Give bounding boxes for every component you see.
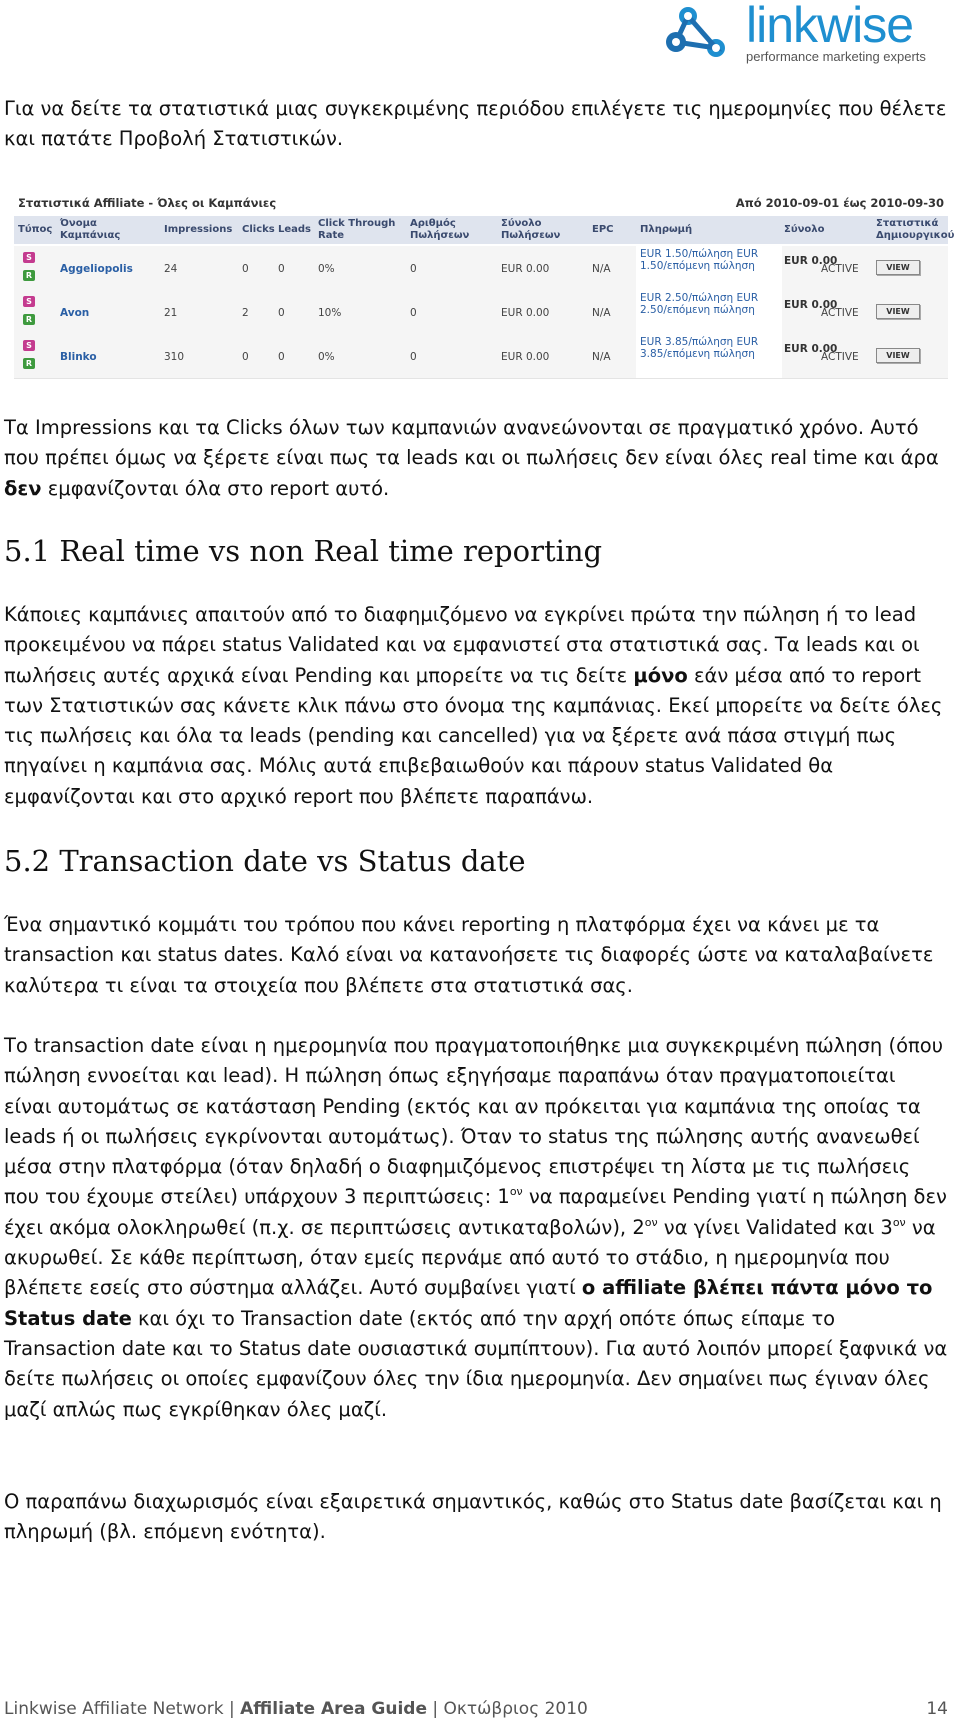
payment-cell: EUR 2.50/πώληση EUR 2.50/επόμενη πώληση [640,292,759,316]
leads-cell: 0 [278,307,285,319]
dates-intro-paragraph: Ένα σημαντικό κομμάτι του τρόπου που κάνει reporting η πλατφόρμα έχει να κάνει με τα transaction και status dates. Καλό είναι να κατανοήσετε τις διαφορές ώστε να καταλαβαίνετε καλύτερα τι είναι τα στοιχεία που βλέπετε στα στατιστικά σας. [4,913,934,997]
text-run: Το transaction date είναι η ημερομηνία που πραγματοποιήθηκε μια συγκεκριμένη πώληση (όπου πώληση εννοείται και lead). Η πώληση όπως εξηγήσαμε παραπάνω όταν πραγματοποιείται είναι αυτομάτως σε κατάσταση Pending (εκτός και αν πρόκειται για καμπάνια της οποίας τα leads ή οι πωλήσεις εγκρίνονται αυτομάτως). Όταν το status της πώλησης αυτής ανανεωθεί μέσα στην πλατφόρμα (όταν δηλαδή ο διαφημιζόμενος επιστρέψει τη λίστα με τις πωλήσεις που του έχουμε στείλει) υπάρχουν 3 περιπτώσεις: 1 [4,1034,943,1209]
emphasis-text: δεν [4,476,42,500]
text-run: να ακυρωθεί. Σε κάθε περίπτωση, όταν εμείς περνάμε από αυτό το στάδιο, η ημερομηνία που βλέπετε εσείς στο σύστημα αλλάζει. Αυτό συμβαίνει γιατί [4,1215,936,1300]
lead-badge-icon: R [23,314,35,325]
header-ctr: Click Through Rate [318,218,396,241]
payment-cell: EUR 3.85/πώληση EUR 3.85/επόμενη πώληση [640,336,759,360]
sale-badge-icon: S [23,340,35,351]
footer-guide-title: Affiliate Area Guide [240,1699,427,1719]
table-row [14,246,948,291]
view-button[interactable]: VIEW [876,348,920,363]
linkwise-logo [664,2,936,68]
campaign-link[interactable]: Aggeliopolis [60,263,133,275]
epc-cell: N/A [592,307,611,319]
clicks-cell: 2 [242,307,249,319]
campaign-link[interactable]: Blinko [60,351,97,363]
sale-badge-icon: S [23,252,35,263]
ctr-cell: 0% [318,351,335,363]
intro-paragraph: Για να δείτε τα στατιστικά μιας συγκεκριμένης περιόδου επιλέγετε τις ημερομηνίες που θέλετε και πατάτε Προβολή Στατιστικών. [4,97,947,151]
text-run: Τα Impressions και τα Clicks όλων των καμπανιών ανανεώνονται σε πραγματικό χρόνο. Αυτό που πρέπει όμως να ξέρετε είναι πως τα leads και οι πωλήσεις δεν είναι όλες real time και άρα [4,416,939,470]
approval-paragraph [4,600,949,812]
epc-cell: N/A [592,351,611,363]
text-run: να παραμείνει Pending γιατί η πώληση δεν έχει ακόμα ολοκληρωθεί (π.χ. σε περιπτώσεις αντικαταβολών), 2 [4,1185,947,1239]
impressions-cell: 24 [164,263,178,275]
campaign-link[interactable]: Avon [60,307,90,319]
header-total: Σύνολο [784,224,825,235]
lead-badge-icon: R [23,270,35,281]
superscript: ον [644,1215,658,1229]
ctr-cell: 0% [318,263,335,275]
stats-date-range: Από 2010-09-01 έως 2010-09-30 [735,196,944,210]
sales-total-cell: EUR 0.00 [501,351,550,363]
stats-header-row [14,216,955,244]
header-impressions: Impressions [164,224,233,235]
text-run: Κάποιες καμπάνιες απαιτούν από το διαφημιζόμενο να εγκρίνει πρώτα την πώληση ή το lead προκειμένου να πάρει status Validated και να εμφανιστεί στα στατιστικά σας. Τα leads και οι πωλήσεις αυτές αρχικά είναι Pending και μπορείτε να τις δείτε [4,603,920,687]
sale-badge-icon: S [23,296,35,307]
total-cell: EUR 0.00 [784,299,838,311]
logo-mark-icon [664,2,744,62]
header-leads: Leads [278,224,312,235]
status-cell: ACTIVE [821,351,859,363]
total-cell: EUR 0.00 [784,343,838,355]
leads-cell: 0 [278,351,285,363]
footer-date: | Οκτώβριος 2010 [427,1699,588,1719]
sales-count-cell: 0 [410,351,417,363]
payment-cell: EUR 1.50/πώληση EUR 1.50/επόμενη πώληση [640,248,759,272]
realtime-paragraph [4,413,949,504]
text-run: εμφανίζονται όλα στο report αυτό. [41,476,390,500]
page-number: 14 [926,1699,948,1719]
header-sales-count: Αριθμός Πωλήσεων [410,218,470,241]
emphasis-text: μόνο [633,663,688,687]
lead-badge-icon: R [23,358,35,369]
header-creatives: Στατιστικά Δημιουργικού [876,218,955,241]
logo-tagline: performance marketing experts [746,49,926,64]
stats-table-screenshot [14,192,955,380]
total-cell: EUR 0.00 [784,255,838,267]
ctr-cell: 10% [318,307,342,319]
superscript: ον [892,1215,906,1229]
text-run: να γίνει Validated και 3 [657,1215,893,1239]
table-row [14,290,948,335]
section-heading-5-1: 5.1 Real time vs non Real time reporting [4,534,603,568]
text-run: και όχι το Transaction date (εκτός από την αρχή οπότε όπως είπαμε το Transaction date και το Status date ουσιαστικά συμπίπτουν). Για αυτό λοιπόν μπορεί ξαφνικά να δείτε πωλήσεις οι οποίες εμφανίζουν όλες την ίδια ημερομηνία. Δεν σημαίνει πως έγιναν όλες μαζί απλώς πως εγκρίθηκαν όλες μαζί. [4,1306,948,1421]
closing-paragraph: Ο παραπάνω διαχωρισμός είναι εξαιρετικά σημαντικός, καθώς στο Status date βασίζεται και η πληρωμή (βλ. επόμενη ενότητα). [4,1490,942,1544]
footer-network: Linkwise Affiliate Network | [4,1699,241,1719]
text-run: εάν μέσα από το report των Στατιστικών σας κάνετε κλικ πάνω στο όνομα της καμπάνιας. Εκεί μπορείτε να δείτε όλες τις πωλήσεις και όλα τα leads (pending και cancelled) για να ξέρετε ανά πάσα στιγμή πως πηγαίνει η καμπάνια σας. Μόλις αυτά επιβεβαιωθούν και πάρουν status Validated θα εμφανίζονται και στο αρχικό report που βλέπετε παραπάνω. [4,663,943,808]
header-clicks: Clicks [242,224,275,235]
table-row [14,334,948,379]
clicks-cell: 0 [242,263,249,275]
header-epc: EPC [592,224,614,235]
header-campaign: Όνομα Καμπάνιας [60,218,121,241]
status-cell: ACTIVE [821,263,859,275]
sales-total-cell: EUR 0.00 [501,263,550,275]
status-cell: ACTIVE [821,307,859,319]
transaction-date-paragraph [4,1031,949,1425]
epc-cell: N/A [592,263,611,275]
view-button[interactable]: VIEW [876,260,920,275]
view-button[interactable]: VIEW [876,304,920,319]
leads-cell: 0 [278,263,285,275]
sales-total-cell: EUR 0.00 [501,307,550,319]
clicks-cell: 0 [242,351,249,363]
sales-count-cell: 0 [410,307,417,319]
page-footer [4,1699,588,1719]
header-type: Τύπος [18,224,53,235]
header-payment: Πληρωμή [640,224,693,235]
impressions-cell: 21 [164,307,178,319]
logo-wordmark: linkwise [746,0,914,53]
impressions-cell: 310 [164,351,185,363]
header-sales-total: Σύνολο Πωλήσεων [501,218,561,241]
sales-count-cell: 0 [410,263,417,275]
section-heading-5-2: 5.2 Transaction date vs Status date [4,844,526,878]
superscript: ον [509,1185,523,1199]
stats-title: Στατιστικά Affiliate - Όλες οι Καμπάνιες [18,196,277,210]
emphasis-text: ο affiliate βλέπει πάντα μόνο το Status date [4,1276,933,1330]
